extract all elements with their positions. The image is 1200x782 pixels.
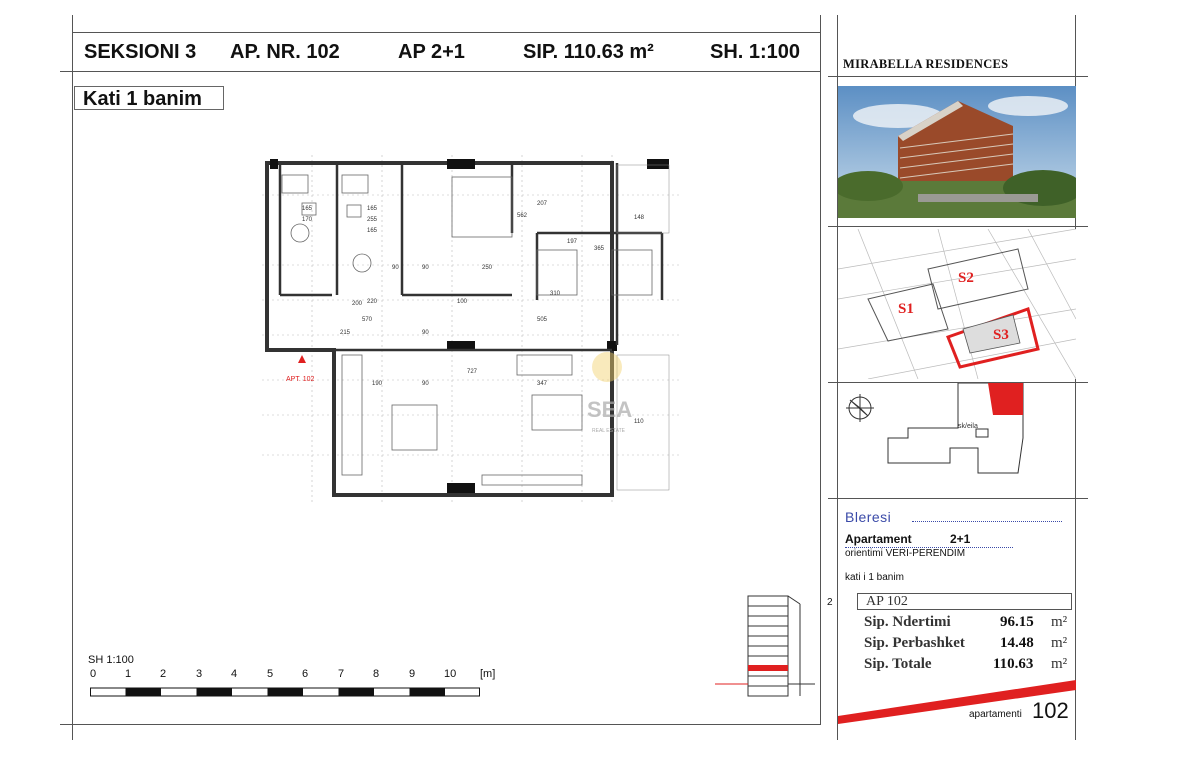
scale-tick: 7 (338, 668, 345, 680)
dim-text: 100 (457, 299, 468, 305)
frame-line (60, 71, 820, 72)
dim-text: 190 (372, 381, 383, 387)
frame-line (828, 226, 1088, 227)
dim-text: 347 (537, 381, 548, 387)
dim-text: 90 (422, 381, 429, 387)
buyer-label: Bleresi (845, 509, 892, 525)
dim-text: 562 (517, 213, 528, 219)
dim-text: 90 (422, 330, 429, 336)
scale-unit: [m] (480, 668, 496, 680)
scale-tick: 10 (444, 668, 457, 680)
scale-tick: 1 (125, 668, 132, 680)
scale-tick: 6 (302, 668, 309, 680)
footer-label: apartamenti (969, 709, 1022, 720)
scale-tick: 5 (267, 668, 274, 680)
dim-text: 255 (367, 217, 378, 223)
dim-text: 250 (482, 265, 493, 271)
frame-line (60, 724, 820, 725)
entrance-arrow-icon (298, 355, 306, 363)
site-plan (838, 229, 1076, 379)
dim-text: 200 (352, 301, 363, 307)
row-value: 110.63 (993, 656, 1034, 672)
dim-text: 90 (422, 265, 429, 271)
dim-text: 197 (567, 239, 578, 245)
apartment-label: Apartament (845, 532, 912, 546)
site-label-s3: S3 (993, 327, 1009, 343)
ap-box: AP 102 (857, 593, 1072, 610)
key-plan (838, 383, 1076, 495)
dim-text: 165 (367, 228, 378, 234)
dim-text: 570 (362, 317, 373, 323)
frame-line (828, 498, 1088, 499)
side-number: 2 (827, 597, 833, 608)
row-value: 96.15 (1000, 614, 1034, 630)
header-scale: SH. 1:100 (710, 41, 801, 63)
entrance-label: APT. 102 (286, 376, 315, 383)
dim-text: 310 (550, 291, 561, 297)
dim-text: 90 (392, 265, 399, 271)
dim-text: 165 (302, 206, 313, 212)
frame-line (72, 32, 820, 33)
frame-line (820, 15, 821, 725)
row-label: Sip. Ndertimi (864, 614, 951, 630)
header-type: AP 2+1 (398, 41, 465, 63)
scale-bar (90, 686, 480, 698)
header-apartment-nr: AP. NR. 102 (230, 41, 340, 63)
row-unit: m² (1051, 614, 1068, 630)
dim-text: 110 (634, 419, 644, 425)
dim-text: 220 (367, 299, 378, 305)
scale-tick: 3 (196, 668, 203, 680)
brand-title: MIRABELLA RESIDENCES (843, 57, 1009, 71)
watermark-text: SEA (587, 397, 633, 422)
site-label-s2: S2 (958, 270, 974, 286)
floor-plan (262, 155, 682, 503)
scale-tick: 0 (90, 668, 97, 680)
dim-text: 148 (634, 215, 645, 221)
key-plan-label: sk/eila (958, 423, 978, 430)
row-value: 14.48 (1000, 635, 1034, 651)
dim-text: 165 (367, 206, 378, 212)
row-label: Sip. Perbashket (864, 635, 965, 651)
dim-text: 727 (467, 369, 478, 375)
header-section: SEKSIONI 3 (84, 41, 197, 63)
apartment-type: 2+1 (950, 532, 971, 546)
site-label-s1: S1 (898, 301, 914, 317)
scale-tick: 4 (231, 668, 238, 680)
compass-icon (846, 394, 874, 422)
orientation-text: orientimi VERI-PERENDIM (845, 548, 966, 559)
header-area: SIP. 110.63 m² (523, 41, 654, 63)
scale-tick: 9 (409, 668, 416, 680)
frame-line (828, 76, 1088, 77)
scale-tick: 8 (373, 668, 380, 680)
scale-title: SH 1:100 (88, 654, 134, 666)
row-label: Sip. Totale (864, 656, 932, 672)
watermark-subtext: REAL ESTATE (592, 428, 625, 434)
row-unit: m² (1051, 656, 1068, 672)
dim-text: 505 (537, 317, 548, 323)
dim-text: 207 (537, 201, 548, 207)
frame-line (72, 15, 73, 740)
buyer-field[interactable] (912, 520, 1062, 522)
building-render-image (838, 86, 1076, 218)
dim-text: 215 (340, 330, 351, 336)
building-section-diagram (715, 586, 820, 711)
footer-number: 102 (1032, 698, 1069, 723)
dim-text: 170 (302, 217, 313, 223)
dim-text: 365 (594, 246, 605, 252)
scale-tick: 2 (160, 668, 167, 680)
floor-label: Kati 1 banim (74, 86, 224, 110)
row-unit: m² (1051, 635, 1068, 651)
floor-text: kati i 1 banim (845, 572, 904, 583)
